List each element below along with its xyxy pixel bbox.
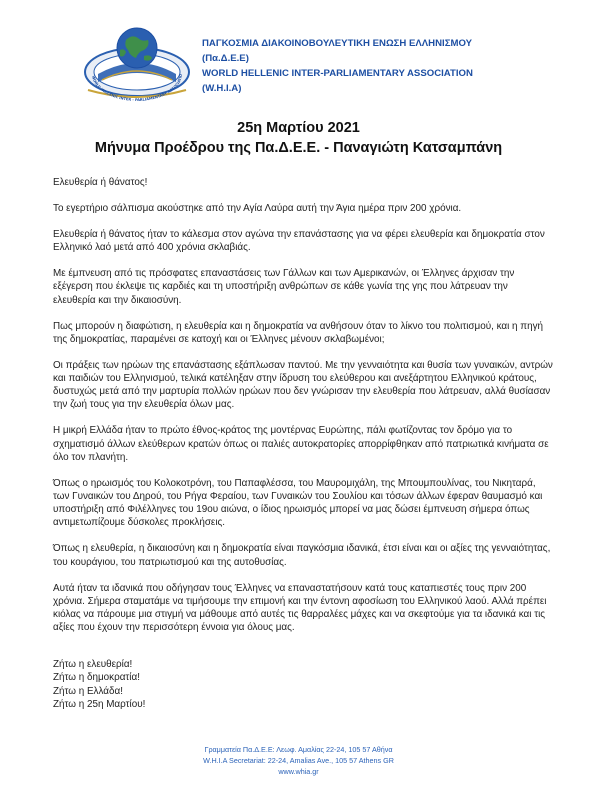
closing-line: Ζήτω η ελευθερία!: [53, 659, 133, 670]
paragraph: Όπως ο ηρωισμός του Κολοκοτρόνη, του Παπαφλέσσα, του Μαυρομιχάλη, της Μπουμπουλίνας, του Νικηταρά, των Γυναικών του Δηρού, του Ρήγα Φεραίου, των Γυναικών του Σουλίου και τόσων άλλων έφεραν θαυμασμό και υποστήριξη από Φιλέλληνες του 19ου αιώνα, ο ίδιος ηρωισμός μπορεί να μας δώσει έμπνευση σήμερα όπως αντιμετωπίζουμε δύσκολες προκλήσεις.: [53, 477, 543, 529]
footer: [0, 744, 597, 777]
message-body: [53, 176, 553, 647]
paragraph: Όπως η ελευθερία, η δικαιοσύνη και η δημοκρατία είναι παγκόσμια ιδανικά, έτσι είναι και οι αξίες της γενναιότητας, του κουράγιου, του πατριωτισμού και της αυτοθυσίας.: [53, 543, 551, 568]
footer-address-greek: Γραμματεία Πα.Δ.Ε.Ε: Λεωφ. Αμαλίας 22-24, 105 57 Αθήνα: [204, 745, 393, 754]
footer-website-link[interactable]: www.whia.gr: [278, 767, 319, 776]
document-title: [0, 118, 597, 158]
closing-line: Ζήτω η δημοκρατία!: [53, 672, 140, 684]
org-abbr-english: (W.H.I.A): [202, 83, 242, 94]
title-subtitle: Μήνυμα Προέδρου της Πα.Δ.Ε.Ε. - Παναγιώτη Κατσαμπάνη: [94, 140, 503, 156]
closing-line: Ζήτω η Ελλάδα!: [53, 685, 123, 697]
paragraph: Οι πράξεις των ηρώων της επανάστασης εξάπλωσαν παντού. Με την γενναιότητα και θυσία των γυναικών, αντρών και παιδιών του Ελληνισμού, τελικά κατέληξαν στην ίδρυση του ελεύθερου και ανεξάρτητου Ελληνικού κράτους, δυστυχώς μετά από την μαρτυρία πολλών ηρώων που δεν γνώρισαν την ελευθερία που λάτρευαν, αλλά θυσίασαν την ζωή τους για την ελευθερία όλων μας.: [53, 359, 553, 411]
paragraph: Αυτά ήταν τα ιδανικά που οδήγησαν τους Έλληνες να επαναστατήσουν κατά τους καταπιεστές τους πριν 200 χρόνια. Σήμερα σταματάμε να τιμήσουμε την επιμονή και την έντονη αφοσίωση του Ελληνικού λαού. Αλλά πρέπει κιόλας να πάρουμε μια στιγμή να μάθουμε από αυτές τις θαρραλέες μάχες και να σκεφτούμε για τα ιδανικά και τις αξίες που έχουν την περισσότερη έννοια για όλους μας.: [53, 582, 547, 634]
title-date: 25η Μαρτίου 2021: [237, 120, 360, 136]
org-abbr-greek: (Πα.Δ.Ε.Ε): [202, 53, 249, 64]
paragraph: Ελευθερία ή θάνατος!: [53, 177, 148, 188]
logo-ring-text: WORLD HELLENIC INTER - PARLIAMENTARY ASSOCIATIO: [91, 73, 184, 102]
org-name-english: WORLD HELLENIC INTER-PARLIAMENTARY ASSOCIATION: [202, 68, 473, 79]
closing-lines: [53, 658, 145, 711]
paragraph: Το εγερτήριο σάλπισμα ακούστηκε από την Αγία Λαύρα αυτή την Άγια ημέρα πριν 200 χρόνια.: [53, 203, 462, 214]
org-name-greek: ΠΑΓΚΟΣΜΙΑ ΔΙΑΚΟΙΝΟΒΟΥΛΕΥΤΙΚΗ ΕΝΩΣΗ ΕΛΛΗΝΙΣΜΟΥ: [202, 38, 473, 49]
paragraph: Με έμπνευση από τις πρόσφατες επαναστάσεις των Γάλλων και των Αμερικανών, οι Έλληνες άρχισαν την εξέγερση που έκλεψε τις καρδιές και τη υποστήριξη ανθρώπων σε κάθε γωνία της γης που λάτρευαν την ελευθερία και την δικαιοσύνη.: [53, 268, 515, 306]
paragraph: Πως μπορούν η διαφώτιση, η ελευθερία και η δημοκρατία να ανθήσουν όταν το λίκνο του πολιτισμού, και η πηγή της δημοκρατίας, παραμένει σε κατοχή και οι Έλληνες μένουν σκλαβωμένοι;: [53, 320, 544, 345]
paragraph: Ελευθερία ή θάνατος ήταν το κάλεσμα στον αγώνα την επανάστασης για να φέρει ελευθερία και δημοκρατία στον Ελληνικό λαό μετά από 400 χρόνια σκλαβιάς.: [53, 229, 545, 254]
closing-line: Ζήτω η 25η Μαρτίου!: [53, 698, 146, 710]
paragraph: Η μικρή Ελλάδα ήταν το πρώτο έθνος-κράτος της μοντέρνας Ευρώπης, πάλι φωτίζοντας τον δρόμο για το σχηματισμό άλλων ελεύθερων κρατών όπως οι παλιές αυτοκρατορίες απορρίφθηκαν από πατριωτικά κινήματα σε όλο τον πλανήτη.: [53, 425, 549, 463]
footer-address-english: W.H.I.A Secretariat: 22-24, Amalias Ave., 105 57 Athens GR: [203, 756, 394, 765]
whia-logo: [78, 22, 196, 102]
organization-name: [202, 36, 582, 96]
letterhead: [78, 22, 578, 102]
